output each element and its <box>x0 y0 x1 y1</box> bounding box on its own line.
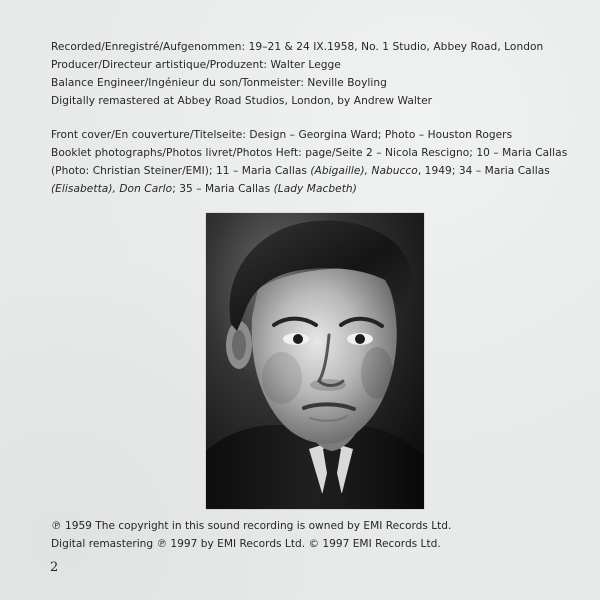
producer-line: Producer/Directeur artistique/Produzent: Walter Legge <box>51 59 341 71</box>
credits-spacer <box>51 110 571 126</box>
remastered-line: Digitally remastered at Abbey Road Studios, London, by Andrew Walter <box>51 95 433 107</box>
copyright-line-1: ℗ 1959 The copyright in this sound recording is owned by EMI Records Ltd. <box>51 520 452 532</box>
recorded-line: Recorded/Enregistré/Aufgenommen: 19–21 & 24 IX.1958, No. 1 Studio, Abbey Road, London <box>51 41 544 53</box>
credits-block <box>51 38 571 198</box>
booklet-photos-line-1: Booklet photographs/Photos livret/Photos Heft: page/Seite 2 – Nicola Rescigno; 10 – Maria Callas <box>51 147 568 159</box>
booklet-line-2-part-a: (Photo: Christian Steiner/EMI); 11 – Maria Callas <box>51 165 311 177</box>
engineer-line: Balance Engineer/Ingénieur du son/Tonmeister: Neville Boyling <box>51 77 387 89</box>
booklet-line-2-part-c: , 1949; 34 – Maria Callas <box>417 165 550 177</box>
page-number: 2 <box>50 560 59 575</box>
booklet-line-3-part-c: (Lady Macbeth) <box>273 183 357 195</box>
booklet-photos-line-3 <box>51 180 571 198</box>
booklet-photos-line-2 <box>51 162 571 180</box>
copyright-block <box>51 517 451 553</box>
portrait-photo <box>206 213 424 509</box>
portrait-illustration <box>206 213 424 509</box>
copyright-line-2: Digital remastering ℗ 1997 by EMI Records Ltd. © 1997 EMI Records Ltd. <box>51 538 441 550</box>
booklet-line-3-part-a: (Elisabetta), Don Carlo <box>51 183 173 195</box>
front-cover-line: Front cover/En couverture/Titelseite: Design – Georgina Ward; Photo – Houston Rogers <box>51 129 513 141</box>
booklet-line-2-part-b: (Abigaille), Nabucco <box>310 165 418 177</box>
booklet-line-3-part-b: ; 35 – Maria Callas <box>172 183 274 195</box>
